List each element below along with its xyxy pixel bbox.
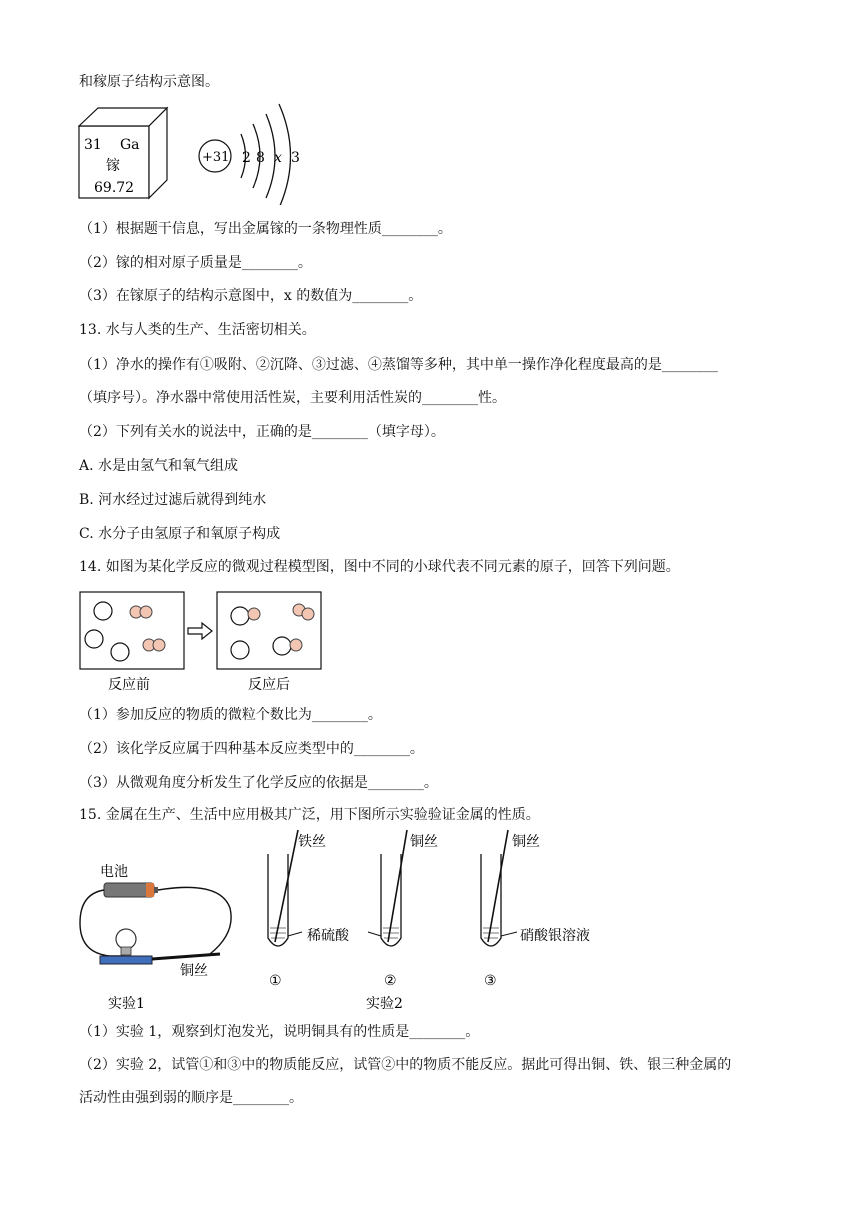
q13-option-b: B. 河水经过过滤后就得到纯水 [79,492,267,508]
test-tube-3 [481,854,501,946]
q15-line-1: （1）实验 1，观察到灯泡发光，说明铜具有的性质是________。 [79,1024,480,1040]
after-box [217,592,321,669]
q12-line-2: （2）镓的相对原子质量是________。 [79,255,312,271]
shell-electrons-4: 3 [291,150,300,166]
arrow-icon [188,623,212,639]
q13-line-3: （2）下列有关水的说法中，正确的是________（填字母）。 [79,424,445,440]
q14-line-1: （1）参加反应的物质的微粒个数比为________。 [79,707,382,723]
battery-label: 电池 [100,864,128,880]
test-tube-2 [381,854,401,946]
test-tube-1 [268,854,288,946]
experiment-1 [80,863,231,1012]
q14-line-3: （3）从微观角度分析发生了化学反应的依据是________。 [79,775,438,791]
metal-experiments-figure [70,828,630,1013]
q12-line-1: （1）根据题干信息，写出金属镓的一条物理性质________。 [79,221,452,237]
acid-label: 稀硫酸 [307,928,349,944]
tube1-number: ① [269,973,282,989]
element-name: 镓 [106,158,120,174]
intro-line: 和稼原子结构示意图。 [79,74,219,90]
nucleus-charge: +31 [202,150,230,165]
iron-wire-icon [275,830,298,942]
tube2-wire-label: 铜丝 [410,834,438,850]
shell-electrons-1: 2 [242,150,251,166]
tube1-wire-label: 铁丝 [298,834,326,850]
after-label: 反应后 [248,677,290,693]
q13-line-2: （填序号）。净水器中常使用活性炭，主要利用活性炭的________性。 [79,390,506,406]
q15-line-3: 活动性由强到弱的顺序是________。 [79,1090,303,1106]
before-label: 反应前 [108,677,150,693]
element-number: 31 [84,137,102,153]
copper-wire-icon [152,954,220,959]
q15-title: 15. 金属在生产、生活中应用极其广泛，用下图所示实验验证金属的性质。 [79,807,540,823]
silver-nitrate-label: 硝酸银溶液 [520,928,590,944]
q15-line-2: （2）实验 2，试管①和③中的物质能反应，试管②中的物质不能反应。据此可得出铜、铁、银三种金属的 [79,1057,732,1073]
q13-option-c: C. 水分子由氢原子和氧原子构成 [79,526,281,542]
exp2-caption: 实验2 [366,996,403,1012]
copper-wire-3-icon [488,830,508,942]
exp1-wire-label: 铜丝 [180,963,208,979]
atom-structure-diagram [199,104,300,205]
tube3-wire-label: 铜丝 [512,834,540,850]
reaction-model-figure [78,590,328,694]
shell-electrons-3: x [274,150,282,166]
q13-option-a: A. 水是由氢气和氧气组成 [79,458,239,474]
lamp-base-icon [100,956,152,964]
tube3-number: ③ [484,973,497,989]
experiment-2-labels [269,833,590,1012]
bulb-icon [116,929,136,949]
q14-title: 14. 如图为某化学反应的微观过程模型图，图中不同的小球代表不同元素的原子，回答下列问题。 [79,559,680,575]
gallium-figure [78,100,318,205]
q13-title: 13. 水与人类的生产、生活密切相关。 [79,322,316,338]
copper-wire-2-icon [388,830,407,942]
tube2-number: ② [384,973,397,989]
exp1-caption: 实验1 [108,996,145,1012]
q14-line-2: （2）该化学反应属于四种基本反应类型中的________。 [79,741,424,757]
q13-line-1: （1）净水的操作有①吸附、②沉降、③过滤、④蒸馏等多种，其中单一操作净化程度最高的是________ [79,357,718,373]
q12-line-3: （3）在镓原子的结构示意图中，x 的数值为________。 [79,288,423,304]
element-mass: 69.72 [94,180,135,196]
element-symbol: Ga [120,137,140,153]
shell-electrons-2: 8 [256,150,265,166]
wire-right [158,887,231,954]
